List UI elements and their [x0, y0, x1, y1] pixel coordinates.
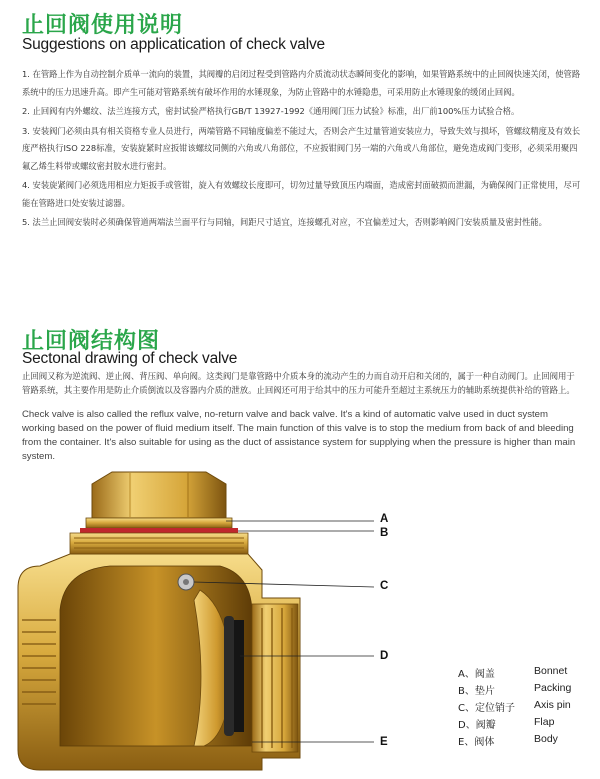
- bonnet: [86, 472, 232, 528]
- legend-en: Flap: [534, 716, 555, 728]
- suggestion-item-5: 5. 法兰止回阀安装时必须确保管道两端法兰面平行与同轴，间距尺寸适宜，连接螺孔对应，不宜偏差过大，否则影响阀门安装质量及密封性能。: [22, 217, 547, 227]
- legend-en: Axis pin: [534, 699, 571, 711]
- legend-row: [458, 699, 598, 716]
- callout-letter-e: E: [380, 736, 388, 748]
- suggestion-item-4: 4. 安装旋紧阀门必须选用相应力矩扳手或管钳，旋入有效螺纹长度即可，切勿过量导致顶压内端面，造成密封面破损而泄漏，为确保阀门正常使用，尽可能在管路进口处安装过滤器。: [22, 180, 581, 208]
- section1-title-en: Suggestions on applicatication of check valve: [22, 36, 325, 53]
- axis-pin: [178, 574, 194, 590]
- callout-letter-d: D: [380, 650, 389, 662]
- suggestion-item-3: 3. 安装阀门必须由具有相关资格专业人员进行，两端管路不同轴度偏差不能过大，否则会产生过量管道安装应力，导致失效与损坏，管螺纹精度及有效长度严格执行ISO 228标准，安装旋紧时应扳钳该螺纹同侧的六角或八角部位，不应扳钳阀门另一端的六角或八角部位，避免造成阀门变形，必须采用聚四氟乙烯生料带或螺纹密封胶水进行密封。: [22, 125, 581, 171]
- legend-en: Packing: [534, 682, 572, 694]
- legend-row: [458, 682, 598, 699]
- legend-en: Body: [534, 733, 558, 745]
- legend-zh: E、阀体: [458, 737, 495, 748]
- section2-title-en: Sectonal drawing of check valve: [22, 350, 238, 367]
- legend-row: [458, 733, 598, 750]
- legend-zh: D、阀瓣: [458, 720, 496, 731]
- parts-legend: [458, 665, 598, 750]
- callout-letter-c: C: [380, 580, 389, 592]
- suggestion-item-1: 1. 在管路上作为自动控制介质单一流向的装置，其阀瓣的启闭过程受到管路内介质流动状态瞬间变化的影响，如果管路系统中的止回阀快速关闭，使管路系统中的压力迅速升高。即产生可能对管路系统有破坏作用的水锤现象，为防止管路中的水锤隐患，可采用防止水锤现象的缓闭止回阀。: [22, 69, 581, 97]
- legend-row: [458, 716, 598, 733]
- suggestions-list: [22, 66, 582, 234]
- legend-zh: A、阀盖: [458, 669, 495, 680]
- legend-zh: C、定位销子: [458, 703, 515, 714]
- suggestion-item-2: 2. 止回阀有内外螺纹、法兰连接方式，密封试验严格执行GB/T 13927-1992《通用阀门压力试验》标准，出厂前100%压力试验合格。: [22, 106, 520, 116]
- legend-row: [458, 665, 598, 682]
- section2-title-zh: 止回阀结构图: [22, 329, 161, 354]
- description-zh: 止回阀又称为逆流阀、逆止阀、背压阀、单向阀。这类阀门是靠管路中介质本身的流动产生的力而自动开启和关闭的，属于一种自动阀门。止回阀用于管路系统，其主要作用是防止介质倒流以及容器内介质的泄放。止回阀还可用于给其中的压力可能升至超过主系统压力的辅助系统提供补给的管路上。: [22, 371, 575, 395]
- description-en: Check valve is also called the reflux valve, no-return valve and back valve. It's a kind of automatic valve used in duct system working based on the power of fluid medium itself. The main function of this valve is to stop the medium from back of and bleeding from the container. It's also suitable for using as the duct of assistance system for supplying when the pressure is higher than main system.: [22, 409, 576, 462]
- valve-body: [18, 533, 300, 770]
- section1-title-zh: 止回阀使用说明: [22, 13, 184, 38]
- legend-zh: B、垫片: [458, 686, 495, 697]
- callout-letter-b: B: [380, 527, 389, 539]
- gasket: [80, 528, 238, 533]
- legend-en: Bonnet: [534, 665, 568, 677]
- callout-letter-a: A: [380, 513, 389, 525]
